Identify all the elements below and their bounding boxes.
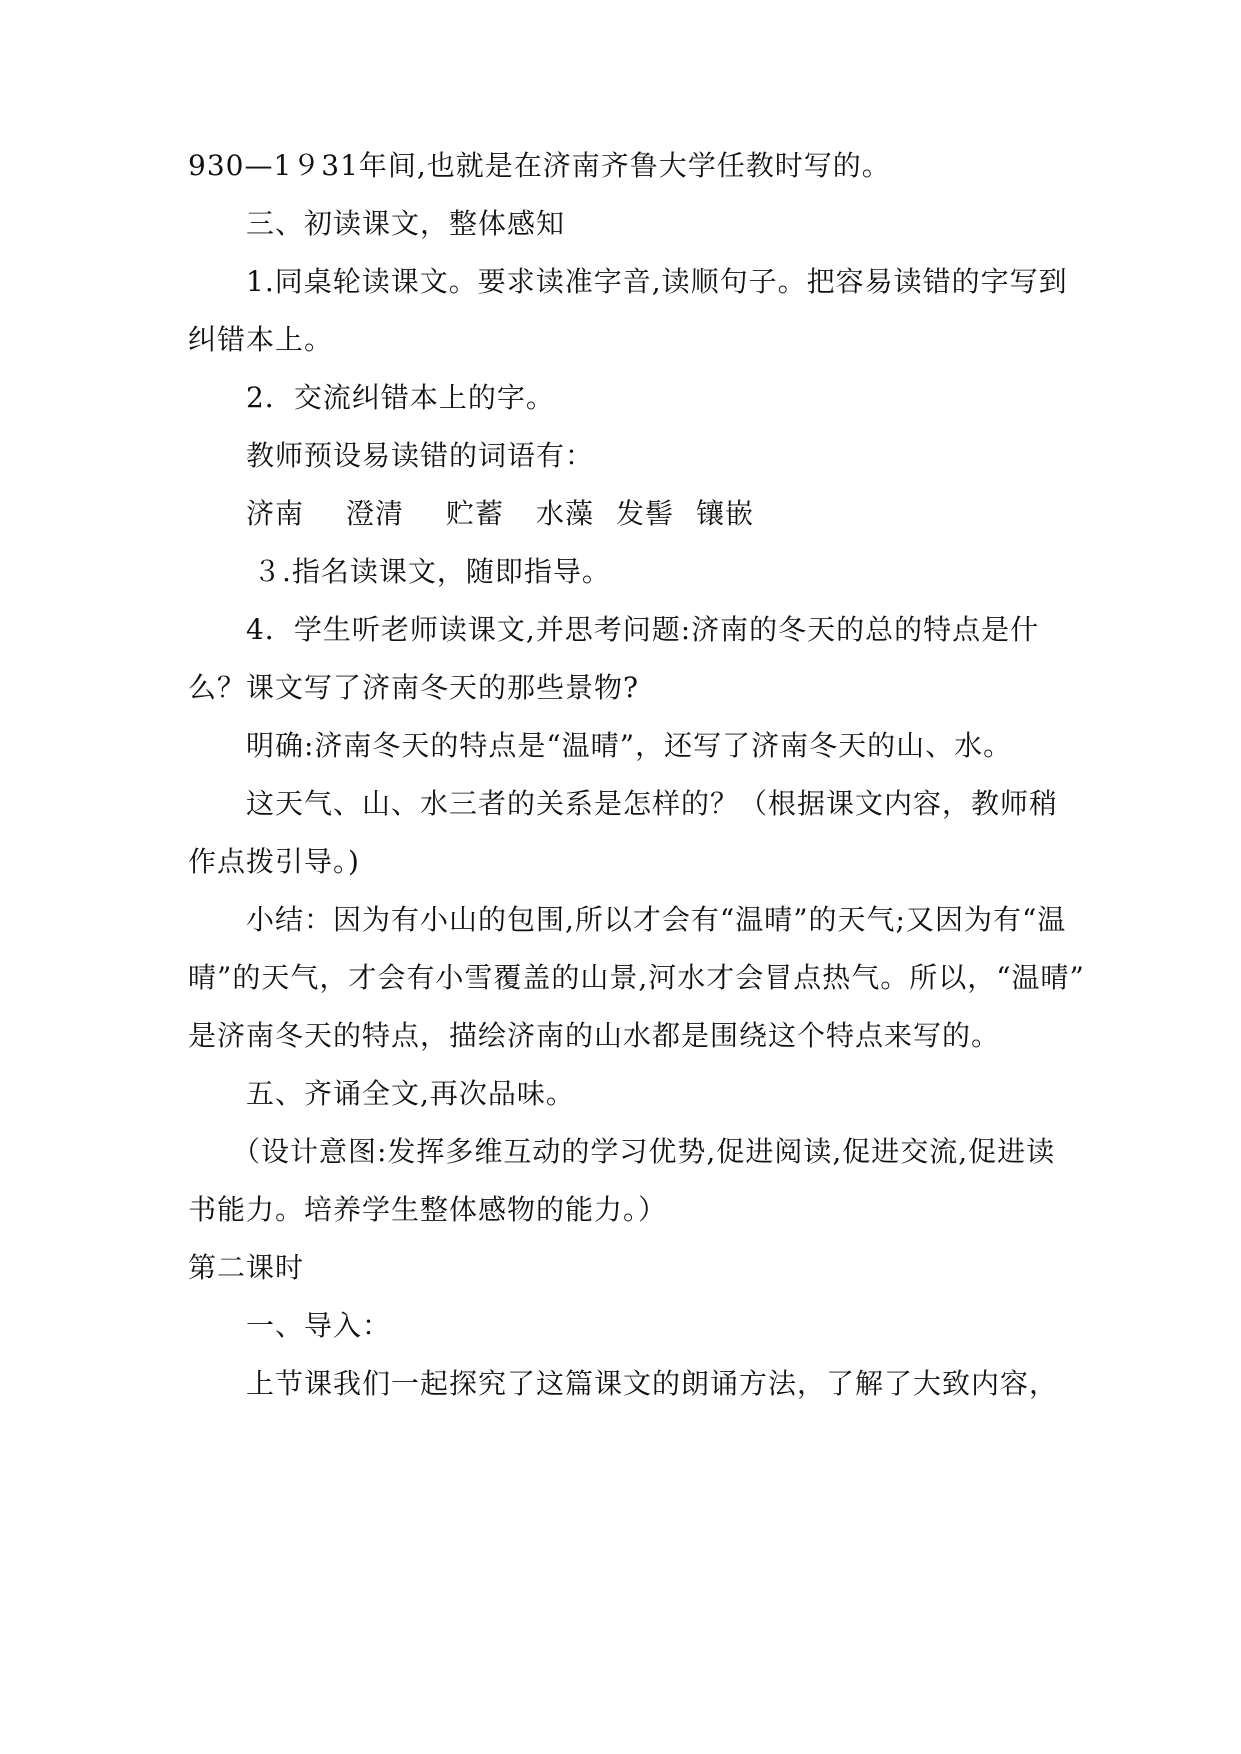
text-line-design-intent: （设计意图:发挥多维互动的学习优势,促进阅读,促进交流,促进读 <box>232 1135 1056 1168</box>
text-line-question-cont: 作点拨引导。) <box>188 845 360 878</box>
text-line-summary: 小结：因为有小山的包围,所以才会有“温晴”的天气;又因为有“温 <box>246 903 1067 936</box>
text-line-item-4-cont: 么？课文写了济南冬天的那些景物? <box>188 671 640 704</box>
text-line-item-1: 1.同桌轮读课文。要求读准字音,读顺句子。把容易读错的字写到 <box>246 265 1068 298</box>
vocab-word: 发髻 <box>616 497 675 530</box>
text-line-item-1-cont: 纠错本上。 <box>188 323 334 356</box>
vocab-word: 贮蓄 <box>446 497 505 530</box>
lesson-heading-second: 第二课时 <box>188 1251 305 1284</box>
vocab-word: 水藻 <box>536 497 595 530</box>
section-heading-first-reading: 三、初读课文，整体感知 <box>246 207 566 240</box>
text-line-question: 这天气、山、水三者的关系是怎样的？（根据课文内容，教师稍 <box>246 787 1059 820</box>
text-line-item-3: ３.指名读课文，随即指导。 <box>253 555 611 588</box>
vocab-word: 济南 <box>246 497 305 530</box>
text-line-answer: 明确:济南冬天的特点是“温晴”，还写了济南冬天的山、水。 <box>246 729 1013 762</box>
section-heading-recite: 五、齐诵全文,再次品味。 <box>246 1077 575 1110</box>
text-line-item-4: 4．学生听老师读课文,并思考问题:济南的冬天的总的特点是什 <box>246 613 1040 646</box>
text-line-summary-cont-2: 是济南冬天的特点，描绘济南的山水都是围绕这个特点来写的。 <box>188 1019 1001 1052</box>
text-line-continuation: 930—1９31年间,也就是在济南齐鲁大学任教时写的。 <box>188 149 891 182</box>
text-line-intro-body: 上节课我们一起探究了这篇课文的朗诵方法，了解了大致内容， <box>246 1367 1059 1400</box>
text-line-vocab-intro: 教师预设易读错的词语有： <box>246 439 595 472</box>
vocab-word-list <box>0 494 1241 534</box>
text-line-summary-cont-1: 晴”的天气，才会有小雪覆盖的山景,河水才会冒点热气。所以，“温晴” <box>188 961 1085 994</box>
section-heading-intro: 一、导入： <box>246 1309 392 1342</box>
vocab-word: 镶嵌 <box>696 497 755 530</box>
text-line-item-2: 2．交流纠错本上的字。 <box>246 381 555 414</box>
text-line-design-intent-cont: 书能力。培养学生整体感物的能力。） <box>188 1193 668 1226</box>
vocab-word: 澄清 <box>346 497 405 530</box>
